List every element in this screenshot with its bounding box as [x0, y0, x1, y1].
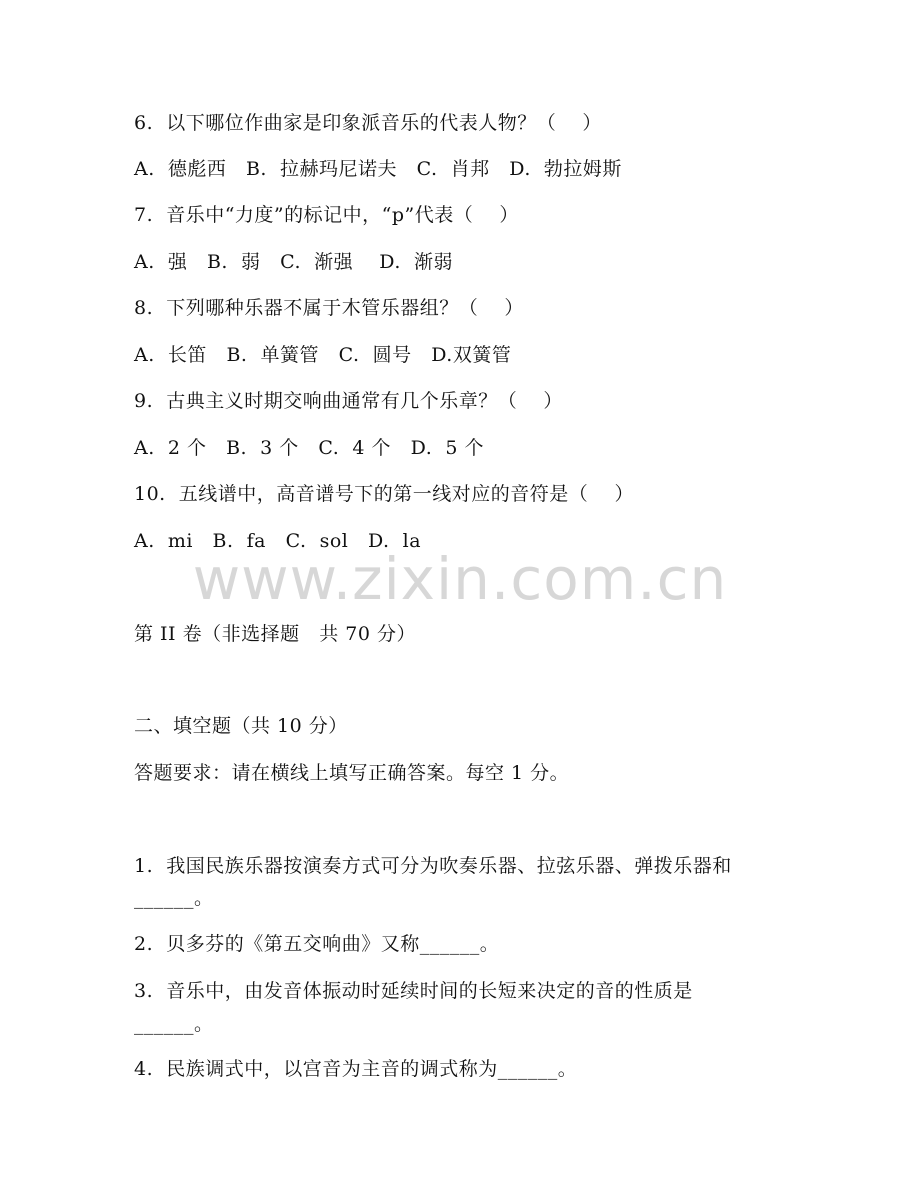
question-6-options: A. 德彪西 B. 拉赫玛尼诺夫 C. 肖邦 D. 勃拉姆斯: [134, 158, 622, 180]
fill-question-4: 4. 民族调式中，以宫音为主音的调式称为______。: [134, 1058, 578, 1080]
part2-title: 第 II 卷（非选择题 共 70 分）: [134, 623, 416, 645]
question-10: 10. 五线谱中，高音谱号下的第一线对应的音符是（ ）: [134, 483, 634, 505]
question-9-options: A. 2 个 B. 3 个 C. 4 个 D. 5 个: [134, 437, 484, 459]
question-8-options: A. 长笛 B. 单簧管 C. 圆号 D.双簧管: [134, 344, 512, 366]
section2-title: 二、填空题（共 10 分）: [134, 715, 348, 737]
question-7-options: A. 强 B. 弱 C. 渐强 D. 渐弱: [134, 251, 453, 273]
fill-question-1: 1. 我国民族乐器按演奏方式可分为吹奏乐器、拉弦乐器、弹拨乐器和: [134, 855, 732, 877]
question-7: 7. 音乐中“力度”的标记中，“p”代表（ ）: [134, 204, 519, 226]
fill-question-2: 2. 贝多芬的《第五交响曲》又称______。: [134, 933, 500, 955]
question-10-options: A. mi B. fa C. sol D. la: [134, 530, 422, 552]
section2-instructions: 答题要求：请在横线上填写正确答案。每空 1 分。: [134, 762, 570, 784]
fill-question-1-blank: ______。: [134, 887, 214, 909]
watermark: www.zixin.com.cn: [192, 545, 728, 613]
question-6: 6. 以下哪位作曲家是印象派音乐的代表人物？（ ）: [134, 112, 602, 134]
question-8: 8. 下列哪种乐器不属于木管乐器组？（ ）: [134, 297, 524, 319]
fill-question-3-blank: ______。: [134, 1013, 214, 1035]
fill-question-3: 3. 音乐中，由发音体振动时延续时间的长短来决定的音的性质是: [134, 980, 693, 1002]
question-9: 9. 古典主义时期交响曲通常有几个乐章？（ ）: [134, 390, 563, 412]
